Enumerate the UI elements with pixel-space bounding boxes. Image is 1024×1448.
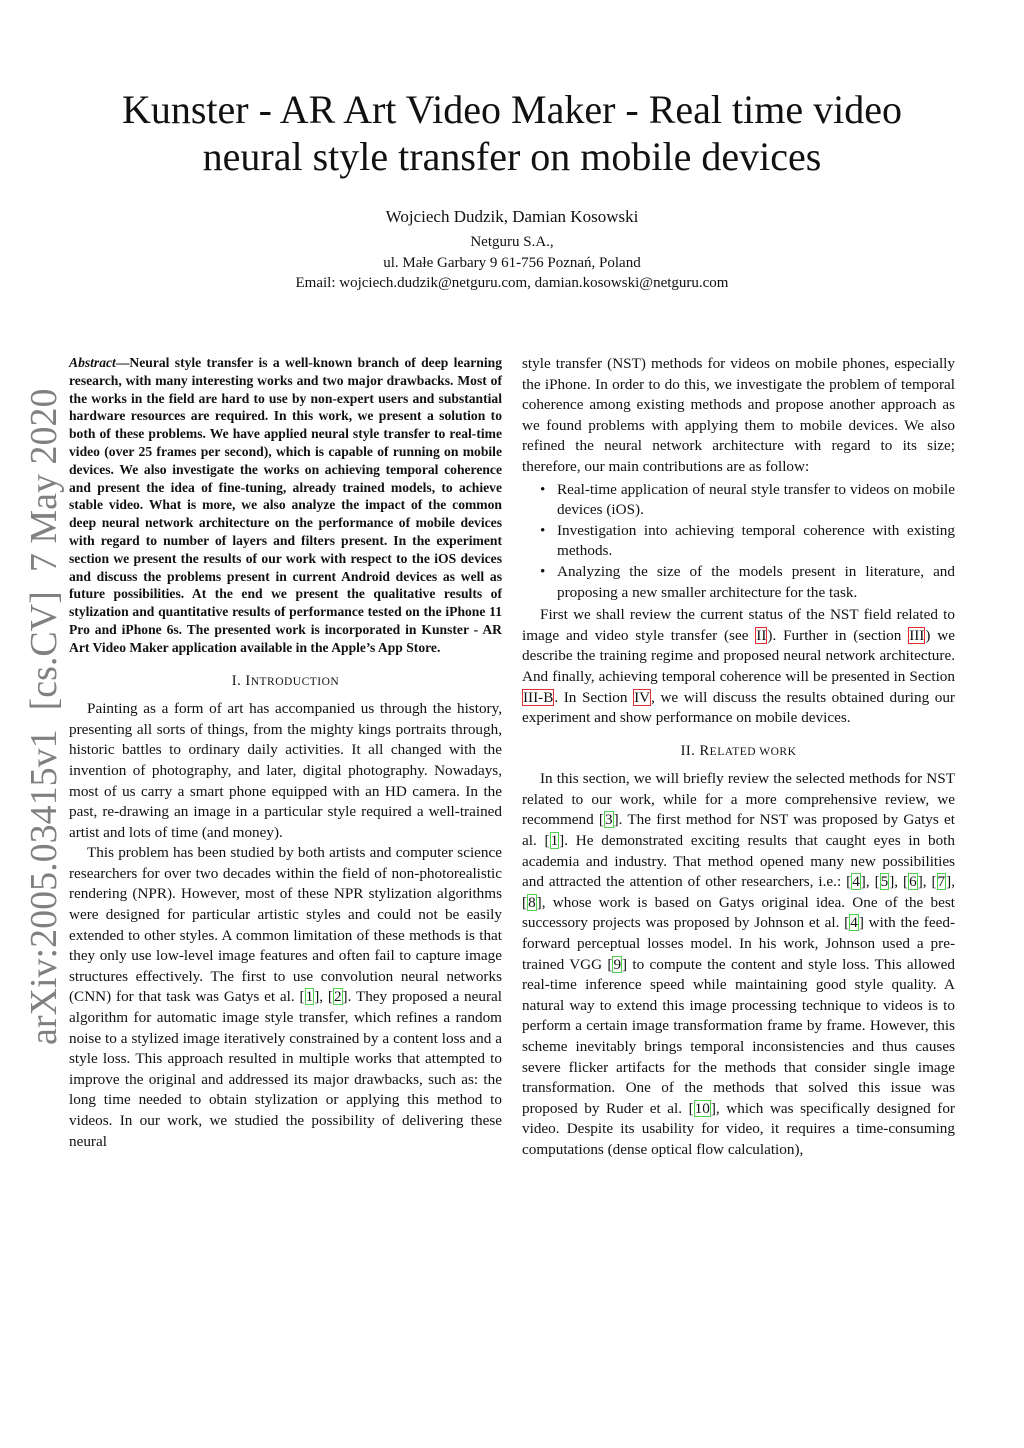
text-run: ], whose work is based on Gatys original idea. One of the best successory projects was proposed by Johnson et al. [ [522,893,955,932]
arxiv-stamp: arXiv:2005.03415v1 [cs.CV] 7 May 2020 [23,388,65,1045]
citation-link[interactable]: 7 [937,873,946,891]
text-run: ) we describe the training regime and proposed neural network architecture. And finally, achieving temporal coherence will be presented in Section [522,626,955,685]
paper-outline-paragraph [522,605,955,729]
intro-paragraph-2 [69,843,502,1152]
citation-link[interactable]: 10 [694,1099,710,1117]
title-line-2: neural style transfer on mobile devices [202,134,822,179]
authors: Wojciech Dudzik, Damian Kosowski [385,207,639,226]
text-run: This problem has been studied by both artists and computer science researchers for over two decades within the field of non-photorealistic rendering (NPR). However, most of these NPR stylization algorithms were designed for particular artistic styles and could not be easily extended to other styles. A common limitation of these methods is that they only use low-level image features and often fail to capture image structures effectively. The first to use convolution neural networks (CNN) for that task was Gatys et al. [ [69,844,502,1006]
text-run: ], [ [860,873,880,891]
text-run: ] with the feed-forward perceptual losses model. In his work, Johnson used a pre-trained VGG [ [522,914,955,973]
text-run: . In Section [554,688,634,706]
list-item-text: Analyzing the size of the models present in literature, and proposing a new smaller architecture for the task. [557,562,955,601]
citation-link[interactable]: 9 [613,955,622,973]
text-run: ], [ [917,873,937,891]
text-run: ]. They proposed a neural algorithm for automatic image style transfer, which refines a random noise to a stylized image iteratively constrained by a content loss and a style loss. This approach resulted in multiple works that attempted to improve the original and addressed its major drawbacks, such as: the long time needed to obtain stylization or applying this method to videos. In our work, we studied the possibility of delivering these neural [69,988,502,1150]
list-item [540,521,955,562]
section-number: I. [231,672,246,689]
section-heading-related-work [522,741,955,763]
section-initial: R [699,742,710,759]
intro-paragraph-continued: style transfer (NST) methods for videos on mobile phones, especially the iPhone. In order to do this, we investigate the problem of temporal coherence among existing methods and propose another approach as we found problems with applying them to mobile devices. We also refined the neural network architecture with regard to its size; therefore, our main contributions are as follow: [522,355,955,475]
abstract-text: —Neural style transfer is a well-known branch of deep learning research, with many interesting works and two major drawbacks. Most of the works in the field are hard to use by non-expert users and substantial hardware resources are required. In this work, we present a solution to both of these problems. We have applied neural style transfer to real-time video (over 25 frames per second), which is capable of running on mobile devices. We also investigate the works on achieving temporal coherence and present the idea of fine-tuning, already trained models, to achieve stable video. What is more, we also analyze the impact of the common deep neural network architecture on the performance of mobile devices with regard to number of layers and filters present. In the experiment section we present the results of our work with respect to the iOS devices and discuss the problems present in current Android devices as well as future possibilities. At the end we present the qualitative results of stylization and quantitative results of performance tested on the iPhone 11 Pro and iPhone 6s. The presented work is incorporated in Kunster - AR Art Video Maker application available in the Apple’s App Store. [69,355,502,655]
section-initial: I [245,672,251,689]
citation-link[interactable]: 4 [850,914,858,932]
affiliation-org: Netguru S.A., [470,234,554,250]
text-run: ]. He demonstrated exciting results that caught eyes in both academia and industry. That method opened many new possibilities and attracted the attention of other researchers, i.e.: [ [522,832,955,891]
section-title-rest: NTRODUCTION [250,675,340,688]
text-run: ]. The first method for NST was proposed by Gatys et al. [ [522,811,955,850]
citation-link[interactable]: 6 [909,873,917,891]
text-run: In this section, we will briefly review the selected methods for NST related to our work, while for a more comprehensive review, we recommend [ [522,770,955,829]
abstract [69,354,502,657]
section-link[interactable]: III [909,626,925,644]
citation-link[interactable]: 3 [604,811,613,829]
bullet-icon: • [540,480,546,498]
right-column [522,354,955,1161]
affiliation-email: Email: wojciech.dudzik@netguru.com, damian.kosowski@netguru.com [295,275,729,291]
section-heading-introduction [69,671,502,693]
text-run: ). Further in (section [767,626,909,644]
text-run: ], [ [522,873,955,911]
section-title-rest: ELATED WORK [709,745,797,758]
related-work-paragraph [522,769,955,1160]
intro-paragraph-1: Painting as a form of art has accompanied us through the history, presenting all sorts of things, from the mighty kings portraits through, historic battles to ordinary daily activities. It all changed with the invention of photography, and later, digital photography. Nowadays, most of us carry a smart phone equipped with an HD camera. In the past, re-drawing an image in a particular style required a well-trained artist and lots of time (and money). [69,700,502,841]
citation-link[interactable]: 1 [550,832,559,850]
list-item-text: Real-time application of neural style transfer to videos on mobile devices (iOS). [557,480,955,519]
citation-link[interactable]: 8 [528,893,536,911]
bullet-icon: • [540,521,546,539]
section-number: II. [680,742,700,759]
paper-title [60,86,964,180]
citation-link[interactable]: 2 [333,988,342,1006]
text-run: ] to compute the content and style loss. This allowed real-time inference speed while maintaining good style quality. A natural way to extend this image processing technique to videos is to perform a certain image transformation frame by frame. However, this scheme inevitably brings temporal inconsistencies and thus causes severe flicker artifacts for the methods that consider single image transformation. One of the methods that solved this issue was proposed by Ruder et al. [ [522,955,955,1117]
affiliation [60,232,964,294]
text-run: First we shall review the current status of the NST field related to image and video style transfer (see [522,606,955,644]
bullet-icon: • [540,562,546,580]
citation-link[interactable]: 5 [880,873,889,891]
citation-link[interactable]: 4 [852,873,860,891]
section-link[interactable]: III-B [523,688,554,706]
list-item [540,562,955,603]
text-run: , we will discuss the results obtained during our experiment and show performance on mobile devices. [522,688,955,727]
contributions-list [522,480,955,604]
citation-link[interactable]: 1 [305,988,314,1006]
text-run: ], which was specifically designed for video. Despite its usability for video, it requires a time-consuming computations (dense optical flow calculation), [522,1099,955,1158]
list-item [540,480,955,521]
title-line-1: Kunster - AR Art Video Maker - Real time video [121,87,903,132]
text-run: ], [ [314,988,333,1006]
section-link[interactable]: IV [634,688,651,706]
affiliation-address: ul. Małe Garbary 9 61-756 Poznań, Poland [383,254,641,271]
left-column [69,354,502,1152]
list-item-text: Investigation into achieving temporal coherence with existing methods. [557,521,955,560]
abstract-label: Abstract [69,355,116,370]
text-run: ], [ [889,873,909,891]
section-link[interactable]: II [756,626,767,644]
